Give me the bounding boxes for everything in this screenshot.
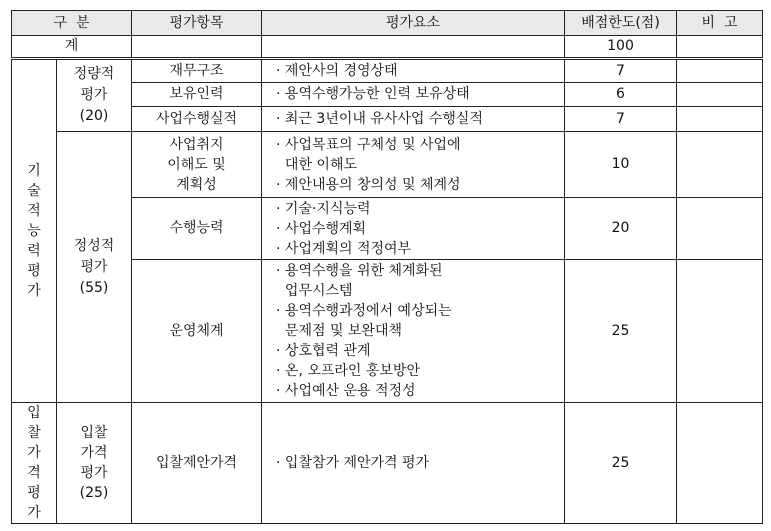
points-value: 7 (565, 59, 677, 83)
points-value: 7 (565, 107, 677, 132)
item-label: 운영체계 (132, 260, 262, 403)
header-item: 평가항목 (132, 11, 262, 36)
item-label: 입찰제안가격 (132, 403, 262, 524)
criteria-text: · 최근 3년이내 유사사업 수행실적 (262, 107, 565, 132)
header-note: 비 고 (677, 11, 763, 36)
qualitative-label: 정성적 평가 (55) (57, 132, 132, 403)
header-row (12, 11, 763, 36)
criteria-text: · 제안사의 경영상태 (262, 59, 565, 83)
technical-category-label: 기 술 적 능 력 평 가 (12, 59, 57, 403)
table-row (12, 403, 763, 524)
points-value: 25 (565, 260, 677, 403)
item-label: 보유인력 (132, 83, 262, 107)
points-value: 20 (565, 198, 677, 260)
total-points: 100 (565, 36, 677, 59)
header-points: 배점한도(점) (565, 11, 677, 36)
header-element: 평가요소 (262, 11, 565, 36)
points-value: 10 (565, 132, 677, 198)
bid-category-label: 입 찰 가 격 평 가 (12, 403, 57, 524)
item-label: 재무구조 (132, 59, 262, 83)
item-label: 수행능력 (132, 198, 262, 260)
criteria-list: · 기술·지식능력 · 사업수행계획 · 사업계획의 적정여부 (262, 198, 565, 260)
criteria-list: · 용역수행을 위한 체계화된 업무시스템 · 용역수행과정에서 예상되는 문제점 및 보완대책 · 상호협력 관계 · 온, 오프라인 홍보방안 · 사업예산 운용 적정성 (262, 260, 565, 403)
criteria-text: · 용역수행가능한 인력 보유상태 (262, 83, 565, 107)
table-row (12, 59, 763, 83)
header-category: 구 분 (12, 11, 132, 36)
bid-sub-label: 입찰 가격 평가 (25) (57, 403, 132, 524)
total-row (12, 36, 763, 59)
item-label: 사업수행실적 (132, 107, 262, 132)
total-label: 계 (12, 36, 132, 59)
criteria-list: · 사업목표의 구체성 및 사업에 대한 이해도 · 제안내용의 창의성 및 체계성 (262, 132, 565, 198)
quantitative-label: 정량적 평가 (20) (57, 59, 132, 132)
table-row (12, 132, 763, 198)
criteria-text: · 입찰참가 제안가격 평가 (262, 403, 565, 524)
points-value: 6 (565, 83, 677, 107)
evaluation-table (11, 10, 763, 524)
points-value: 25 (565, 403, 677, 524)
item-label: 사업취지 이해도 및 계획성 (132, 132, 262, 198)
